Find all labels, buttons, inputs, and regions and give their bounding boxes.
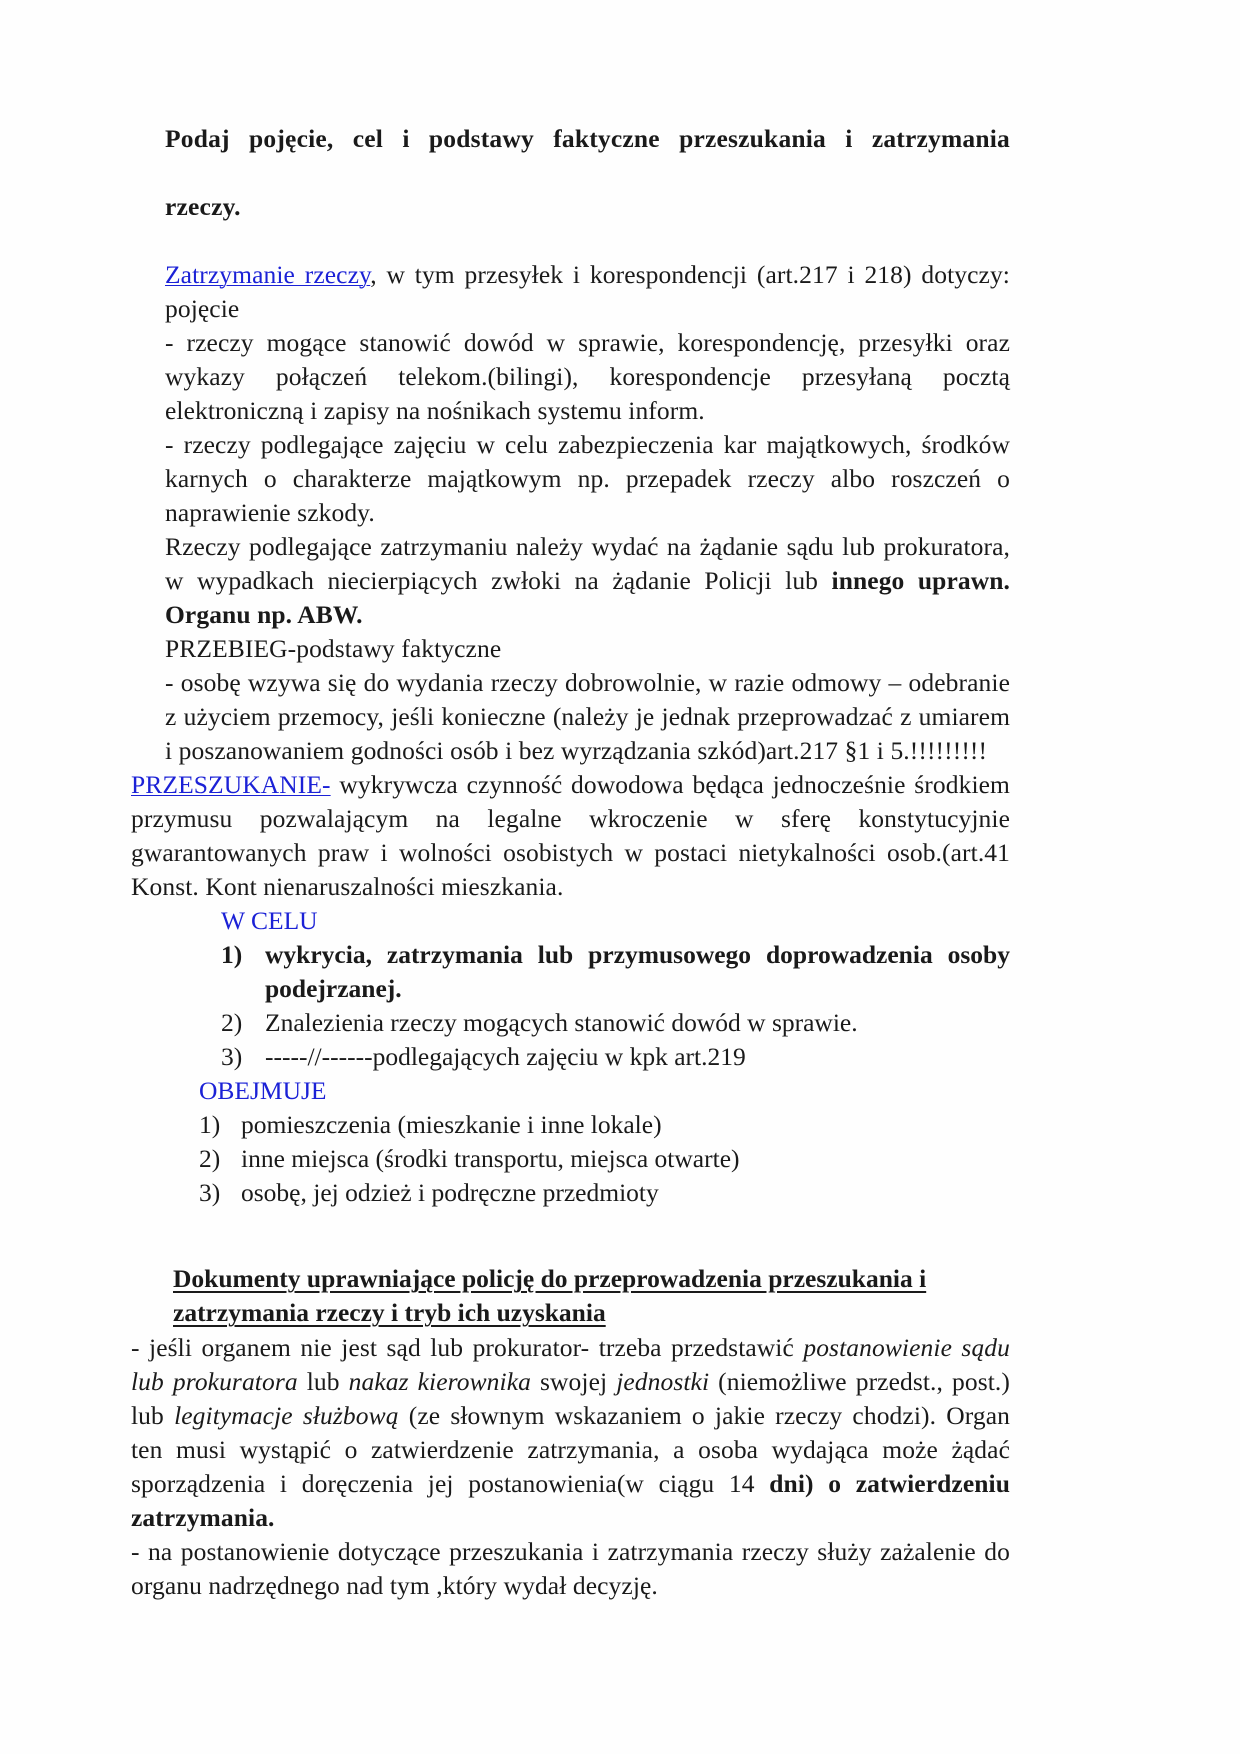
dokumenty-heading-line1 <box>165 1262 1010 1296</box>
zatrzymanie-wydanie <box>165 530 1010 632</box>
list-item <box>199 1176 1010 1210</box>
zatrzymanie-bullet-1: - rzeczy mogące stanowić dowód w sprawie, korespondencję, przesyłki oraz wykazy połączeń telekom.(bilingi), korespondencje przesyłaną pocztą elektroniczną i zapisy na nośnikach systemu inform. <box>165 327 1010 425</box>
seg-1: - jeśli organem nie jest sąd lub prokurator- trzeba przedstawić <box>131 1332 804 1362</box>
page-title-line2: rzeczy. <box>165 191 241 221</box>
w-celu-list <box>165 938 1010 1074</box>
zatrzymanie-wydanie-bold: innego uprawn. Organu np. ABW. <box>165 565 1010 629</box>
list-text: Znalezienia rzeczy mogących stanowić dowód w sprawie. <box>265 1008 858 1038</box>
zatrzymanie-wydanie-text: Rzeczy podlegające zatrzymaniu należy wydać na żądanie sądu lub prokuratora, w wypadkach niecierpiących zwłoki na żądanie Policji lub <box>165 531 1010 595</box>
italic-postanowienie: postanowienie sądu lub prokuratora <box>131 1332 1010 1396</box>
list-item <box>199 1142 1010 1176</box>
dokumenty-para-2: - na postanowienie dotyczące przeszukania i zatrzymania rzeczy służy zażalenie do organu nadrzędnego nad tym ,który wydał decyzję. <box>131 1536 1010 1600</box>
przeszukanie-term: PRZESZUKANIE- <box>131 770 331 800</box>
w-celu-heading: W CELU <box>221 906 318 936</box>
zatrzymanie-lead-rest: , w tym przesyłek i korespondencji (art.217 i 218) dotyczy: pojęcie <box>165 259 1010 323</box>
italic-nakaz: nakaz kierownika <box>348 1366 531 1396</box>
list-marker: 3) <box>199 1178 221 1208</box>
przeszukanie-definition <box>131 768 1010 904</box>
list-item <box>221 1040 1010 1074</box>
przebieg-heading: PRZEBIEG-podstawy faktyczne <box>165 633 502 663</box>
list-text: -----//------podlegających zajęciu w kpk art.219 <box>265 1042 746 1072</box>
zatrzymanie-lead <box>165 258 1010 326</box>
list-text: wykrycia, zatrzymania lub przymusowego doprowadzenia osoby podejrzanej. <box>265 940 1010 1004</box>
dokumenty-para-1-bold-tail: dni) o zatwierdzeniu zatrzymania. <box>131 1468 1010 1532</box>
italic-legitymacje: legitymacje służbową <box>174 1400 399 1430</box>
list-item <box>221 938 1010 1006</box>
section-gap <box>165 1210 1010 1262</box>
przebieg-bullet: - osobę wzywa się do wydania rzeczy dobrowolnie, w razie odmowy – odebranie z użyciem przemocy, jeśli konieczne (należy je jednak przeprowadzać z umiarem i poszanowaniem godności osób i bez wyrządzania szkód)art.217 §1 i 5.!!!!!!!!! <box>165 668 1010 766</box>
seg-2: lub <box>297 1366 349 1396</box>
dokumenty-para-1 <box>131 1331 1010 1535</box>
zatrzymanie-bullet-2: - rzeczy podlegające zajęciu w celu zabezpieczenia kar majątkowych, środków karnych o charakterze majątkowym np. przepadek rzeczy albo roszczeń o naprawienie szkody. <box>165 429 1010 527</box>
seg-3: swojej <box>530 1366 617 1396</box>
dokumenty-heading-line2 <box>165 1296 1010 1330</box>
przeszukanie-definition-text: wykrywcza czynność dowodowa będąca jednocześnie środkiem przymusu pozwalającym na legalne wkroczenie w sferę konstytucyjnie gwarantowanych praw i wolności osobistych w postaci nietykalności osob.(art.41 Konst. Kont nienaruszalności mieszkania. <box>131 770 1010 902</box>
list-marker: 3) <box>221 1042 243 1072</box>
list-marker: 1) <box>221 940 243 970</box>
italic-jednostki: jednostki <box>616 1366 710 1396</box>
zatrzymanie-term: Zatrzymanie rzeczy <box>165 259 371 289</box>
list-marker: 2) <box>199 1144 221 1174</box>
page-title-line2-wrap <box>165 190 1010 258</box>
seg-4: (niemożliwe przedst., post.) lub <box>131 1366 1010 1430</box>
list-text: pomieszczenia (mieszkanie i inne lokale) <box>241 1110 662 1140</box>
list-text: inne miejsca (środki transportu, miejsca otwarte) <box>241 1144 740 1174</box>
dokumenty-heading-text2: zatrzymania rzeczy i tryb ich uzyskania <box>173 1298 606 1328</box>
list-text: osobę, jej odzież i podręczne przedmioty <box>241 1178 659 1208</box>
obejmuje-list <box>165 1108 1010 1210</box>
dokumenty-heading-text1: Dokumenty uprawniające policję do przeprowadzenia przeszukania i <box>173 1264 927 1294</box>
page-title-line1: Podaj pojęcie, cel i podstawy faktyczne przeszukania i zatrzymania <box>165 124 1010 153</box>
page-title <box>165 122 1010 190</box>
seg-5: (ze słownym wskazaniem o jakie rzeczy chodzi). Organ ten musi wystąpić o zatwierdzenie zatrzymania, a osoba wydająca może żądać sporządzenia i doręczenia jej postanowienia(w ciągu 14 <box>131 1400 1010 1498</box>
list-item <box>221 1006 1010 1040</box>
list-marker: 2) <box>221 1008 243 1038</box>
document-body <box>131 122 1010 1603</box>
list-item <box>199 1108 1010 1142</box>
obejmuje-heading: OBEJMUJE <box>199 1076 327 1106</box>
list-marker: 1) <box>199 1110 221 1140</box>
